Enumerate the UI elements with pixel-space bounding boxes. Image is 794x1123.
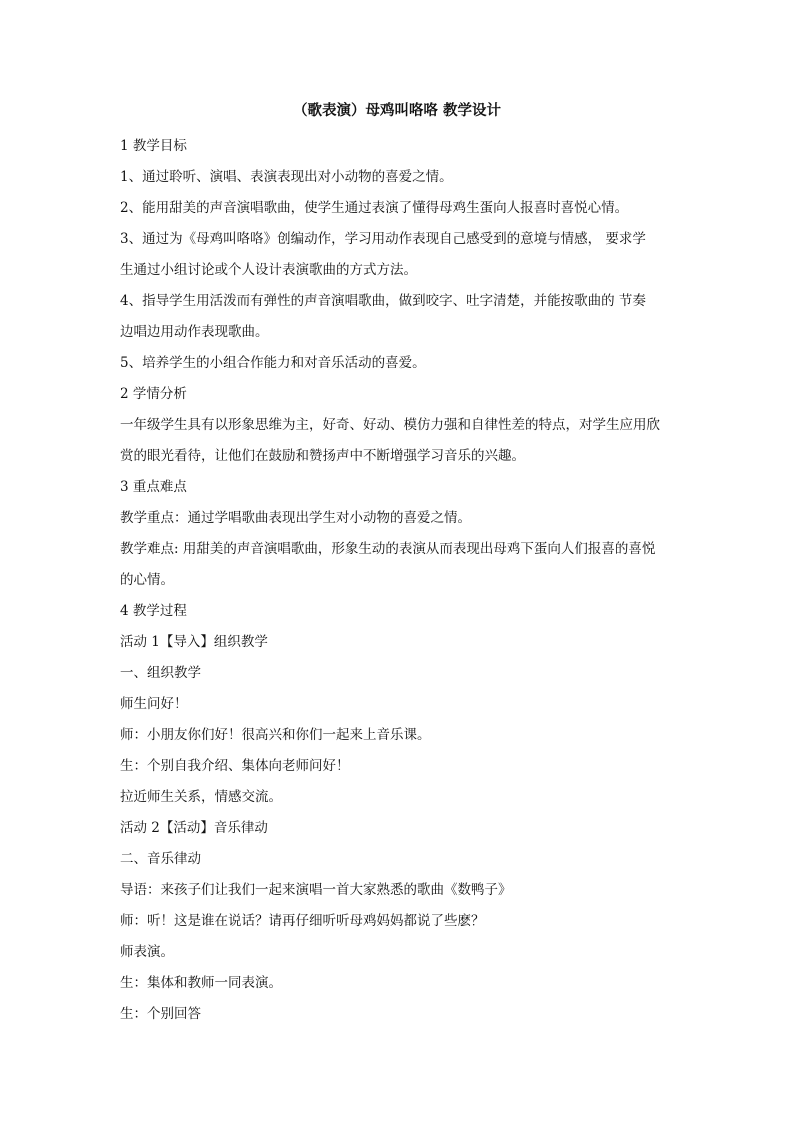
difficult-point-cont: 的心情。 [120,572,174,588]
process-line: 师：听！这是谁在说话？请再仔细听听母鸡妈妈都说了些麽？ [120,913,485,929]
section-heading-process: 4 教学过程 [120,603,187,619]
objective-5: 5、培养学生的小组合作能力和对音乐活动的喜爱。 [120,355,426,371]
process-line: 导语：来孩子们让我们一起来演唱一首大家熟悉的歌曲《数鸭子》 [120,882,512,898]
step-rhythm: 二、音乐律动 [120,851,201,867]
objective-2: 2、能用甜美的声音演唱歌曲，使学生通过表演了懂得母鸡生蛋向人报喜时喜悦心情。 [120,200,629,216]
difficult-point: 教学难点: 用甜美的声音演唱歌曲，形象生动的表演从而表现出母鸡下蛋向人们报喜的喜悦 [120,541,656,557]
key-point: 教学重点：通过学唱歌曲表现出学生对小动物的喜爱之情。 [120,510,471,526]
activity-2-heading: 活动 2【活动】音乐律动 [120,820,268,836]
process-line: 生：集体和教师一同表演。 [120,975,282,991]
objective-3-cont: 生通过小组讨论或个人设计表演歌曲的方式方法。 [120,262,417,278]
objective-4-cont: 边唱边用动作表现歌曲。 [120,324,269,340]
objective-3: 3、通过为《母鸡叫咯咯》创编动作，学习用动作表现自己感受到的意境与情感， 要求学 [120,231,646,247]
process-line: 师表演。 [120,944,174,960]
process-line: 生：个别自我介绍、集体向老师问好！ [120,758,350,774]
document-title: （歌表演）母鸡叫咯咯 教学设计 [292,102,502,119]
activity-1-heading: 活动 1【导入】组织教学 [120,634,268,650]
section-heading-objectives: 1 教学目标 [120,138,187,154]
section-heading-key-points: 3 重点难点 [120,479,187,495]
analysis-text: 一年级学生具有以形象思维为主，好奇、好动、模仿力强和自律性差的特点，对学生应用欣 [120,417,660,433]
step-organize: 一、组织教学 [120,665,201,681]
analysis-text-cont: 赏的眼光看待，让他们在鼓励和赞扬声中不断增强学习音乐的兴趣。 [120,448,525,464]
objective-4: 4、指导学生用活泼而有弹性的声音演唱歌曲，做到咬字、吐字清楚，并能按歌曲的 节奏 [120,293,646,309]
objective-1: 1、通过聆听、演唱、表演表现出对小动物的喜爱之情。 [120,169,453,185]
process-line: 师生问好！ [120,696,188,712]
process-line: 拉近师生关系，情感交流。 [120,789,282,805]
section-heading-analysis: 2 学情分析 [120,386,187,402]
process-line: 生：个别回答 [120,1006,201,1022]
process-line: 师：小朋友你们好！很高兴和你们一起来上音乐课。 [120,727,431,743]
document-body [120,131,676,1030]
